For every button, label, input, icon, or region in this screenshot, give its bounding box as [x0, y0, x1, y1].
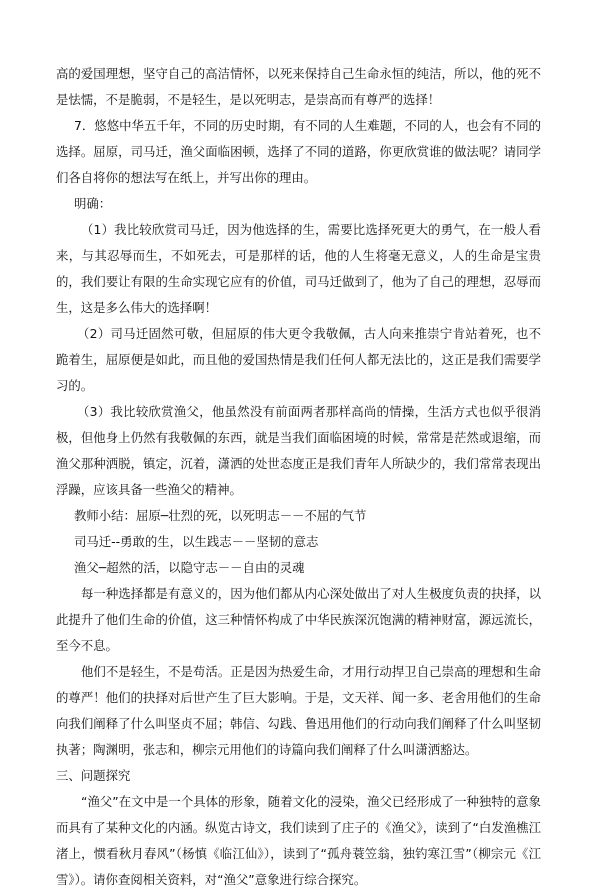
paragraph-qu-yuan-conclusion: 高的爱国理想，坚守自己的高洁情怀，以死来保持自己生命永恒的纯洁，所以，他的死不是怯懦，不是脆弱，不是轻生，是以死明志，是崇高而有尊严的选择！ [56, 66, 541, 107]
paragraph-inquiry-task: “渔父”在文中是一个具体的形象，随着文化的浸染，渔父已经形成了一种独特的意象而具有了某种文化的内涵。纵览古诗文，我们读到了庄子的《渔父》，读到了“白发渔樵江渚上，惯看秋月春风”（杨慎《临江仙》），读到了“孤舟蓑笠翁，独钓寒江雪”（柳宗元《江雪》）。请你查阅相关资料，对“渔父”意象进行综合探究。 [56, 794, 541, 887]
paragraph-summary-yu-fu: 渔父─超然的活，以隐守志－－自由的灵魂 [74, 560, 305, 575]
paragraph-answer-1: （1）我比较欣赏司马迁，因为他选择的生，需要比选择死更大的勇气，在一般人看来，与其忍辱而生，不如死去，可是那样的话，他的人生将毫无意义，人的生命是宝贵的，我们要让有限的生命实现它应有的价值，司马迁做到了，他为了自己的理想，忍辱而生，这是多么伟大的选择啊！ [56, 222, 541, 315]
paragraph-answer-3: （3）我比较欣赏渔父，他虽然没有前面两者那样高尚的情操，生活方式也似乎很消极，但他身上仍然有我敬佩的东西，就是当我们面临困境的时候，常常是茫然或退缩，而渔父那种洒脱，镇定，沉着，潇洒的处世态度正是我们青年人所缺少的，我们常常表现出浮躁，应该具备一些渔父的精神。 [56, 404, 541, 497]
paragraph-choice-meaning: 每一种选择都是有意义的，因为他们都从内心深处做出了对人生极度负责的抉择，以此提升了他们生命的价值，这三种情怀构成了中华民族深沉饱满的精神财富，源远流长，至今不息。 [56, 586, 541, 653]
document-page [56, 61, 541, 893]
section-heading-inquiry: 三、问题探究 [56, 768, 131, 783]
paragraph-question-7: 7．悠悠中华五千年，不同的历史时期，有不同的人生难题，不同的人，也会有不同的选择。屈原，司马迁，渔父面临困顿，选择了不同的道路，你更欣赏谁的做法呢？请同学们各自将你的想法写在纸上，并写出你的理由。 [56, 118, 541, 185]
paragraph-summary-sima-qian: 司马迁--勇敢的生，以生践志－－坚韧的意志 [74, 534, 319, 549]
paragraph-answer-2: （2）司马迁固然可敬，但屈原的伟大更令我敬佩，古人向来推崇宁肯站着死，也不跪着生，屈原便是如此，而且他的爱国热情是我们任何人都无法比的，这正是我们需要学习的。 [56, 326, 541, 393]
paragraph-answer-label: 明确： [74, 196, 112, 211]
paragraph-influence: 他们不是轻生，不是苟活。正是因为热爱生命，才用行动捍卫自己崇高的理想和生命的尊严！他们的抉择对后世产生了巨大影响。于是，文天祥、闻一多、老舍用他们的生命向我们阐释了什么叫坚贞不屈；韩信、勾践、鲁迅用他们的行动向我们阐释了什么叫坚韧执著；陶渊明，张志和，柳宗元用他们的诗篇向我们阐释了什么叫潇洒豁达。 [56, 664, 541, 757]
paragraph-teacher-summary: 教师小结：屈原─壮烈的死，以死明志－－不屈的气节 [74, 508, 367, 523]
